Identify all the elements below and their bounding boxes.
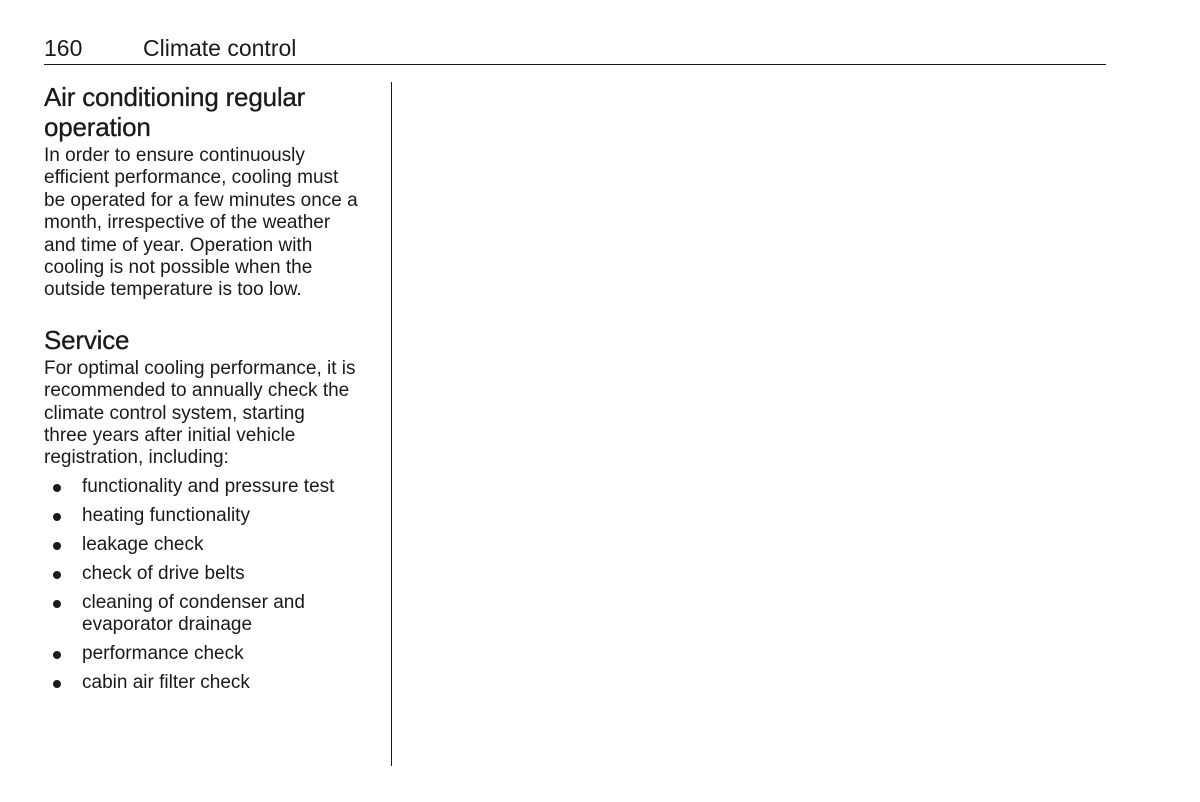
list-item	[44, 563, 384, 585]
section-heading-service: Service	[44, 324, 130, 355]
list-item	[44, 592, 384, 637]
service-check-list	[44, 476, 384, 695]
list-item-text: check of drive belts	[82, 562, 245, 584]
heading-line: operation	[44, 112, 151, 142]
text-line: and time of year. Operation with	[44, 234, 313, 256]
list-item-text: cleaning of condenser and	[82, 591, 305, 613]
list-item-text: evaporator drainage	[82, 614, 253, 636]
page-number: 160	[44, 35, 83, 61]
air-conditioning-paragraph	[44, 145, 384, 302]
left-column	[44, 82, 384, 701]
section-heading-air-conditioning	[44, 82, 384, 142]
text-line: efficient performance, cooling must	[44, 167, 339, 189]
text-line: climate control system, starting	[44, 402, 305, 424]
text-line: three years after initial vehicle	[44, 425, 296, 447]
page-header	[44, 34, 1106, 65]
list-item-text: functionality and pressure test	[82, 475, 335, 497]
list-item	[44, 672, 384, 694]
text-line: month, irrespective of the weather	[44, 212, 331, 234]
list-item-text: leakage check	[82, 533, 204, 555]
list-item	[44, 643, 384, 665]
list-item-text: heating functionality	[82, 504, 250, 526]
chapter-title: Climate control	[143, 35, 297, 61]
bullet-icon	[53, 542, 61, 550]
bullet-icon	[53, 600, 61, 608]
bullet-icon	[53, 513, 61, 521]
bullet-icon	[53, 680, 61, 688]
text-line: be operated for a few minutes once a	[44, 189, 358, 211]
text-line: registration, including:	[44, 447, 229, 469]
list-item	[44, 534, 384, 556]
text-line: outside temperature is too low.	[44, 279, 302, 301]
service-paragraph	[44, 358, 384, 470]
list-item-text: cabin air filter check	[82, 672, 250, 694]
heading-line: Air conditioning regular	[44, 82, 306, 112]
bullet-icon	[53, 651, 61, 659]
bullet-icon	[53, 571, 61, 579]
list-item	[44, 505, 384, 527]
text-line: For optimal cooling performance, it is	[44, 357, 356, 379]
list-item	[44, 476, 384, 498]
list-item-text: performance check	[82, 643, 244, 665]
column-divider	[391, 82, 392, 766]
text-line: cooling is not possible when the	[44, 257, 313, 279]
text-line: In order to ensure continuously	[44, 145, 305, 166]
bullet-icon	[53, 484, 61, 492]
text-line: recommended to annually check the	[44, 380, 350, 402]
